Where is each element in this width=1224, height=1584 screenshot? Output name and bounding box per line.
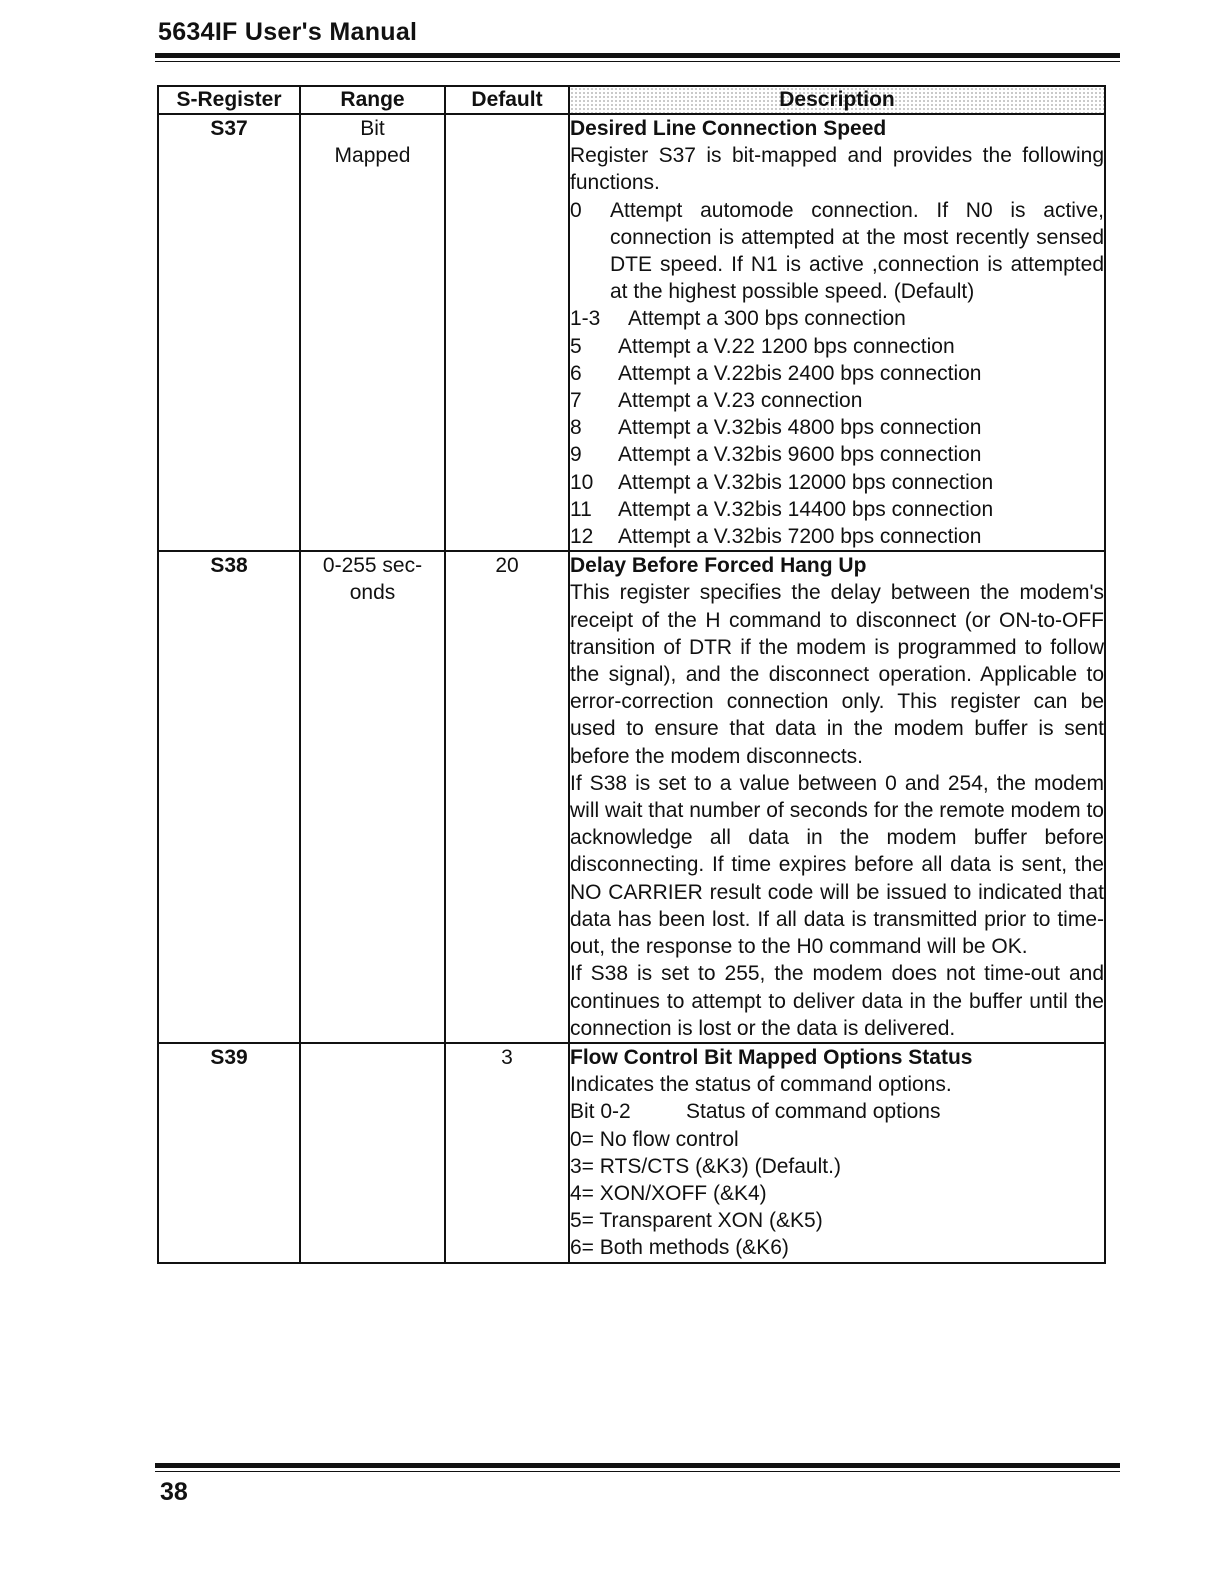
- bit-text: Status of command options: [686, 1100, 941, 1124]
- option-text: Attempt a V.32bis 14400 bps connection: [618, 497, 994, 521]
- option-item: [570, 469, 1104, 496]
- bit-field: [570, 1098, 1104, 1125]
- option-code: 7: [570, 389, 582, 413]
- option-item: [570, 496, 1104, 523]
- column-header-default: Default: [445, 86, 569, 114]
- option-text: Attempt a V.32bis 9600 bps connection: [618, 443, 982, 467]
- header-rule: [155, 53, 1120, 58]
- option-code: 1-3: [570, 307, 601, 331]
- option-item: [570, 360, 1104, 387]
- option-code: 5: [570, 334, 582, 358]
- register-description: [569, 551, 1105, 1043]
- s-register-table: [157, 85, 1106, 1264]
- register-default: 3: [445, 1043, 569, 1263]
- option-item: [570, 523, 1104, 550]
- range-line: 0-255 sec-: [322, 554, 423, 578]
- register-name: S39: [158, 1043, 300, 1263]
- register-name: S38: [158, 551, 300, 1043]
- option-code: 10: [570, 470, 594, 494]
- register-name: S37: [158, 114, 300, 551]
- description-paragraph: If S38 is set to 255, the modem does not time-out and continues to attempt to deliver data in the buffer until the connection is lost or the data is delivered.: [570, 962, 1104, 1040]
- value-item: 3= RTS/CTS (&K3) (Default.): [570, 1154, 841, 1178]
- description-title: Flow Control Bit Mapped Options Status: [570, 1045, 973, 1069]
- table-row-s39: [158, 1043, 1105, 1263]
- option-item: [570, 197, 1104, 306]
- table-row-s37: [158, 114, 1105, 551]
- column-header-description: Description: [569, 86, 1105, 114]
- option-code: 8: [570, 416, 582, 440]
- description-title: Desired Line Connection Speed: [570, 117, 887, 140]
- range-line: Bit: [360, 117, 385, 140]
- register-range: [300, 114, 445, 551]
- option-text: Attempt a V.23 connection: [618, 389, 863, 413]
- option-code: 12: [570, 525, 594, 549]
- option-item: [570, 387, 1104, 414]
- description-title: Delay Before Forced Hang Up: [570, 554, 867, 578]
- register-description: [569, 1043, 1105, 1263]
- option-code: 11: [570, 497, 592, 521]
- option-text: Attempt automode connection. If N0 is active, connection is attempted at the most recently sensed DTE speed. If N1 is active ,connection is attempted at the highest possible speed. (Default): [610, 198, 1104, 304]
- option-text: Attempt a V.22 1200 bps connection: [618, 334, 955, 358]
- range-line: onds: [349, 581, 396, 605]
- header-rule-thin: [155, 61, 1120, 62]
- column-header-s-register: S-Register: [158, 86, 300, 114]
- document-title: 5634IF User's Manual: [158, 18, 418, 46]
- register-range: [300, 1043, 445, 1263]
- option-text: Attempt a 300 bps connection: [628, 307, 906, 331]
- footer-rule-thin: [155, 1471, 1120, 1472]
- description-paragraph: If S38 is set to a value between 0 and 254, the modem will wait that number of seconds for the remote modem to acknowledge all data in the modem buffer before disconnecting. If time expires before all data is sent, the NO CARRIER result code will be issued to indicated that data has been lost. If all data is transmitted prior to time-out, the response to the H0 command will be OK.: [570, 771, 1104, 959]
- value-item: 5= Transparent XON (&K5): [570, 1209, 823, 1233]
- description-intro: Indicates the status of command options.: [570, 1073, 952, 1097]
- page-number: 38: [160, 1478, 188, 1506]
- option-text: Attempt a V.32bis 7200 bps connection: [618, 525, 982, 549]
- register-range: [300, 551, 445, 1043]
- option-text: Attempt a V.32bis 12000 bps connection: [618, 470, 994, 494]
- option-item: [570, 333, 1104, 360]
- option-item: [570, 441, 1104, 468]
- description-intro: Register S37 is bit-mapped and provides the following functions.: [570, 144, 1104, 195]
- register-default: 20: [445, 551, 569, 1043]
- option-text: Attempt a V.32bis 4800 bps connection: [618, 416, 982, 440]
- option-code: 6: [570, 361, 582, 385]
- option-item: [570, 414, 1104, 441]
- register-default: [445, 114, 569, 551]
- option-text: Attempt a V.22bis 2400 bps connection: [618, 361, 982, 385]
- option-code: 9: [570, 443, 582, 467]
- value-item: 4= XON/XOFF (&K4): [570, 1181, 767, 1205]
- description-paragraph: This register specifies the delay between the modem's receipt of the H command to disconnect (or ON-to-OFF transition of DTR if the modem is programmed to follow the signal), and the disconnect operation. Applicable to error-correction connection only. This register can be used to ensure that data in the modem buffer is sent before the modem disconnects.: [570, 581, 1104, 768]
- bit-label: Bit 0-2: [570, 1100, 631, 1124]
- table-row-s38: [158, 551, 1105, 1043]
- value-item: 0= No flow control: [570, 1127, 739, 1151]
- range-line: Mapped: [334, 144, 411, 168]
- value-item: 6= Both methods (&K6): [570, 1236, 789, 1260]
- option-item: [570, 305, 1104, 332]
- column-header-range: Range: [300, 86, 445, 114]
- register-description: [569, 114, 1105, 551]
- option-code: 0: [570, 198, 582, 222]
- table-header-row: [158, 86, 1105, 114]
- footer-rule: [155, 1463, 1120, 1468]
